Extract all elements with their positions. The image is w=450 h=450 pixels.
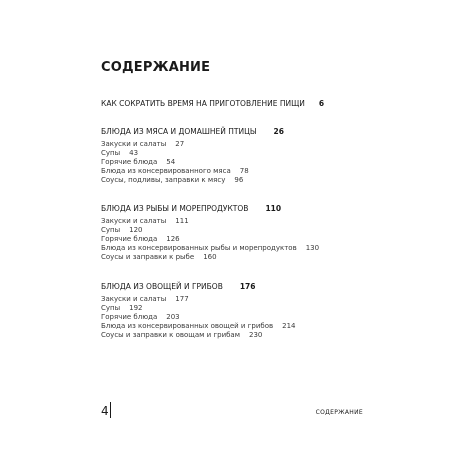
list-item <box>101 226 319 235</box>
list-item <box>101 244 319 253</box>
footer-divider <box>110 402 111 418</box>
list-item <box>101 167 284 176</box>
running-head: СОДЕРЖАНИЕ <box>315 409 363 416</box>
item-label: Горячие блюда <box>101 312 158 321</box>
item-label: Закуски и салаты <box>101 140 167 148</box>
list-item <box>101 140 284 149</box>
item-page: 214 <box>282 321 296 330</box>
section-heading-label: БЛЮДА ИЗ ОВОЩЕЙ И ГРИБОВ <box>101 282 223 291</box>
item-page: 160 <box>203 252 217 261</box>
section-heading <box>101 282 295 291</box>
item-page: 120 <box>129 225 143 234</box>
item-page: 126 <box>166 234 180 243</box>
toc-entry-page: 6 <box>318 99 325 108</box>
list-item <box>101 253 319 262</box>
item-label: Супы <box>101 303 121 312</box>
item-label: Супы <box>101 225 121 234</box>
list-item <box>101 149 284 158</box>
section-heading <box>101 127 284 136</box>
section-heading-page: 176 <box>239 282 256 291</box>
item-page: 177 <box>175 295 189 303</box>
item-label: Блюда из консервированных овощей и грибов <box>101 321 274 330</box>
section-heading-page: 110 <box>265 204 282 213</box>
item-page: 27 <box>175 140 185 148</box>
page-number: 4 <box>101 404 109 418</box>
list-item <box>101 322 295 331</box>
list-item <box>101 235 319 244</box>
item-page: 96 <box>234 175 244 184</box>
section-heading-page: 26 <box>273 127 284 136</box>
item-label: Блюда из консервированного мяса <box>101 166 231 175</box>
toc-section-fish <box>101 204 319 262</box>
item-page: 230 <box>249 330 263 339</box>
list-item <box>101 158 284 167</box>
toc-section-vegetables <box>101 282 295 340</box>
toc-entry-intro <box>101 99 324 108</box>
item-label: Супы <box>101 148 121 157</box>
item-label: Блюда из консервированных рыбы и морепродуктов <box>101 243 297 252</box>
item-page: 130 <box>305 243 320 252</box>
item-page: 203 <box>166 312 180 321</box>
list-item <box>101 295 295 304</box>
list-item <box>101 313 295 322</box>
item-page: 192 <box>129 303 143 312</box>
toc-entry-label: КАК СОКРАТИТЬ ВРЕМЯ НА ПРИГОТОВЛЕНИЕ ПИЩИ <box>101 99 305 108</box>
list-item <box>101 176 284 185</box>
item-label: Соусы, подливы, заправки к мясу <box>101 175 226 184</box>
page-title: СОДЕРЖАНИЕ <box>101 60 211 75</box>
item-label: Закуски и салаты <box>101 295 167 303</box>
item-page: 78 <box>239 166 249 175</box>
section-heading-label: БЛЮДА ИЗ РЫБЫ И МОРЕПРОДУКТОВ <box>101 204 249 213</box>
list-item <box>101 304 295 313</box>
item-page: 43 <box>129 148 139 157</box>
section-heading-label: БЛЮДА ИЗ МЯСА И ДОМАШНЕЙ ПТИЦЫ <box>101 127 257 136</box>
list-item <box>101 217 319 226</box>
item-label: Соусы и заправки к овощам и грибам <box>101 330 241 339</box>
item-label: Горячие блюда <box>101 157 158 166</box>
item-label: Соусы и заправки к рыбе <box>101 252 195 261</box>
item-label: Закуски и салаты <box>101 217 167 225</box>
section-heading <box>101 204 319 213</box>
item-label: Горячие блюда <box>101 234 158 243</box>
item-page: 54 <box>166 157 176 166</box>
item-page: 111 <box>175 217 189 225</box>
list-item <box>101 331 295 340</box>
toc-section-meat <box>101 127 284 185</box>
